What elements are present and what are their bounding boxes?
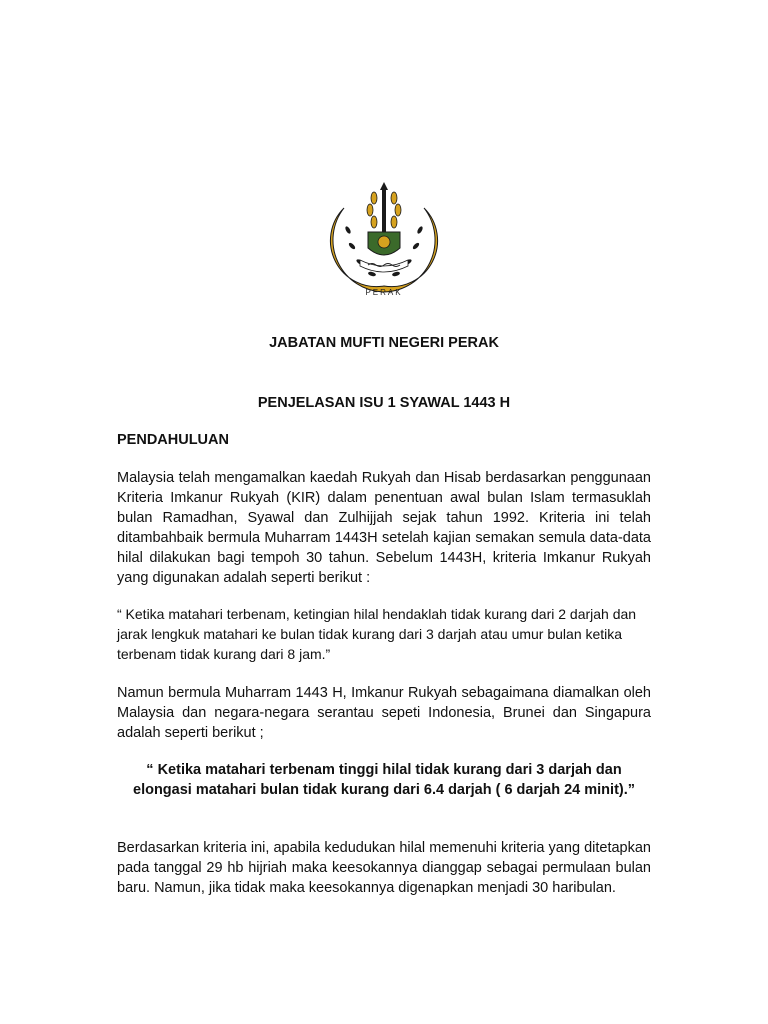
paragraph-conclusion: Berdasarkan kriteria ini, apabila kedudukan hilal memenuhi kriteria yang ditetapkan pada tanggal 29 hb hijriah maka keesokannya dianggap sebagai permulaan bulan baru. Namun, jika tidak maka keesokannya digenapkan menjadi 30 haribulan.: [117, 840, 651, 896]
paragraph-new-criteria: Namun bermula Muharram 1443 H, Imkanur Rukyah sebagaimana diamalkan oleh Malaysia dan negara-negara serantau sepeti Indonesia, Brunei dan Singapura adalah seperti berikut ;: [117, 685, 651, 741]
perak-state-crest-icon: [324, 180, 444, 300]
new-criteria-quote: “ Ketika matahari terbenam tinggi hilal tidak kurang dari 3 darjah dan elongasi matahari bulan tidak kurang dari 6.4 darjah ( 6 darjah 24 minit).”: [133, 762, 635, 798]
crest-label: PERAK: [365, 288, 403, 297]
section-heading: PENDAHULUAN: [117, 432, 229, 448]
document-title: PENJELASAN ISU 1 SYAWAL 1443 H: [257, 395, 511, 411]
old-criteria-quote: “ Ketika matahari terbenam, ketingian hilal hendaklah tidak kurang dari 2 darjah dan jarak lengkuk matahari ke bulan tidak kurang dari 3 darjah atau umur bulan ketika terbenam tidak kurang dari 8 jam.”: [117, 606, 637, 662]
paragraph-intro: Malaysia telah mengamalkan kaedah Rukyah dan Hisab berdasarkan penggunaan Kriteria Imkanur Rukyah (KIR) dalam penentuan awal bulan Islam termasuklah bulan Ramadhan, Syawal dan Zulhijjah sejak tahun 1992. Kriteria ini telah ditambahbaik bermula Muharram 1443H setelah kajian semakan semula data-data hilal dilakukan bagi tempoh 30 tahun. Sebelum 1443H, kriteria Imkanur Rukyah yang digunakan adalah seperti berikut :: [117, 470, 651, 586]
organization-heading: JABATAN MUFTI NEGERI PERAK: [269, 335, 499, 351]
